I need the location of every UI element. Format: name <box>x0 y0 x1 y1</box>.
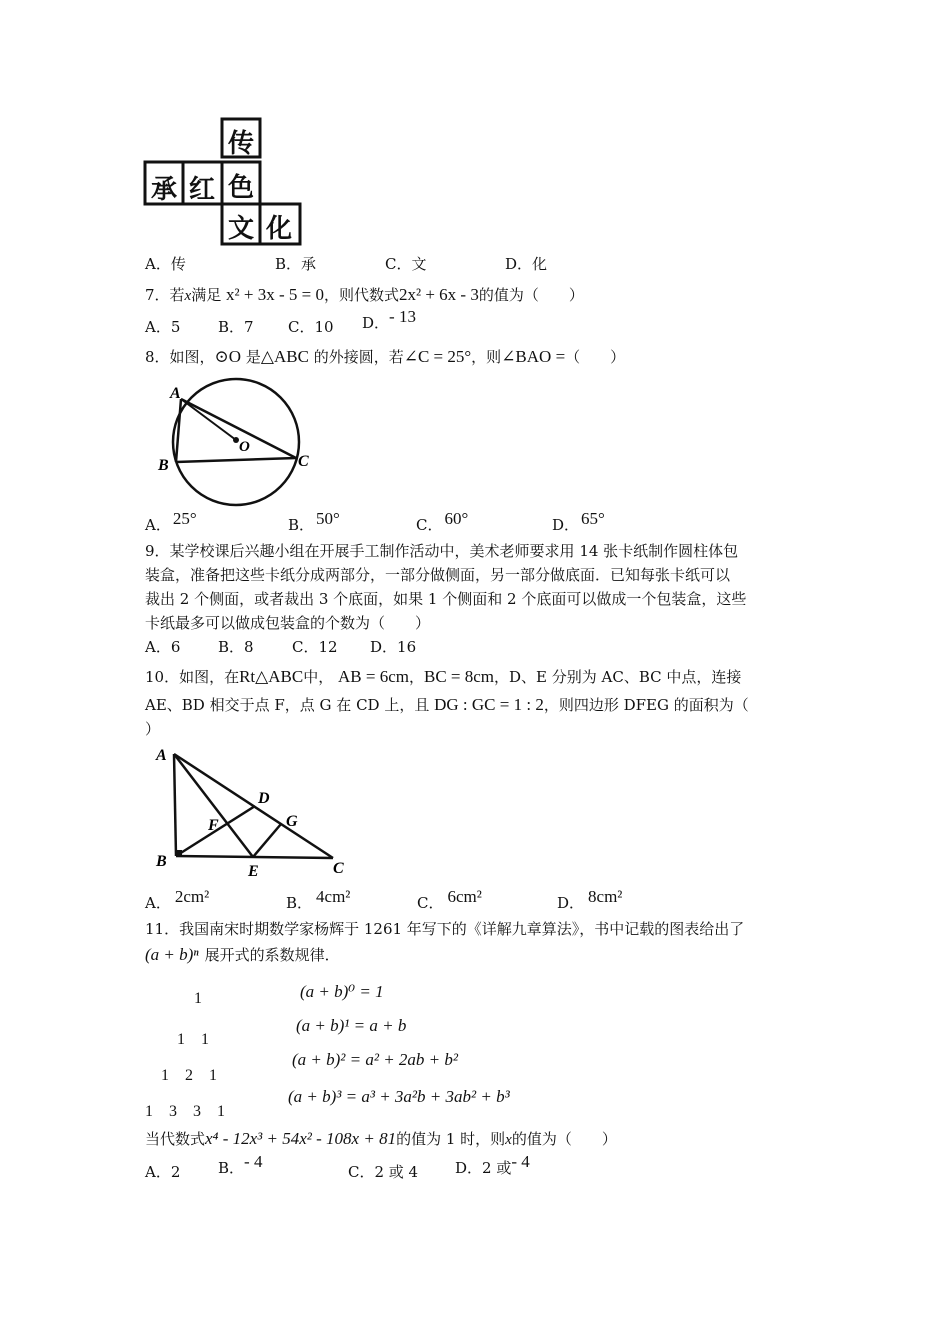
q8-text-1: 8．如图， <box>145 348 215 366</box>
q7-expression: 2x² + 6x - 3 <box>398 285 479 304</box>
q7-text-1: 7．若 <box>145 286 185 304</box>
q10-option-d-letter: D． <box>557 894 585 912</box>
q8-option-c[interactable] <box>416 509 469 535</box>
q8-option-c-letter: C． <box>416 516 443 534</box>
q8-option-a-letter: A． <box>145 516 171 534</box>
q11-option-b-letter: B． <box>218 1159 245 1177</box>
q7-var-x: x <box>184 288 192 304</box>
q10-comma: ， <box>408 668 424 686</box>
q10-option-a-letter: A． <box>145 894 171 912</box>
triangle-row-3: 1 3 3 1 <box>145 1103 226 1120</box>
q10-label-b: B <box>156 853 167 870</box>
q10-ab-length: AB = 6cm <box>337 667 409 686</box>
q11-text-3: 当代数式 <box>145 1130 206 1148</box>
q8-angle-c: ∠C = 25° <box>403 347 472 366</box>
q8-option-d-letter: D． <box>552 516 580 534</box>
q9-stem-line-3: 裁出 2 个侧面，或者裁出 3 个底面，如果 1 个侧面和 2 个底面可以做成一个包装盒，这些 <box>145 590 747 608</box>
q11-stem-line-3 <box>145 1128 617 1149</box>
q10-right-angle-mark <box>176 850 182 856</box>
q7-option-d[interactable] <box>362 307 416 333</box>
q8-circle-svg <box>150 372 320 512</box>
q7-text-2: 满足 <box>191 286 222 304</box>
q11-option-b-value: - 4 <box>244 1152 263 1171</box>
q8-option-b-value: 50° <box>316 509 340 528</box>
q8-circle-figure <box>150 372 320 512</box>
q10-label-g: G <box>286 813 298 830</box>
q8-option-a[interactable] <box>145 509 197 535</box>
q10-label-e: E <box>248 863 259 880</box>
q10-ratio: DG : GC = 1 : 2 <box>434 695 544 714</box>
q9-option-d[interactable]: D．16 <box>370 638 417 656</box>
q8-triangle-abc: △ABC <box>260 347 309 366</box>
q10-label-f: F <box>208 817 219 834</box>
formula-power-3: (a + b)³ = a³ + 3a²b + 3ab² + b³ <box>288 1087 510 1106</box>
net-char-hong: 红 <box>189 175 216 205</box>
q10-option-c[interactable] <box>417 887 482 913</box>
q11-binomial: (a + b)ⁿ <box>145 945 199 964</box>
q7-option-b[interactable]: B．7 <box>218 318 254 336</box>
q8-text-2: 是 <box>245 348 261 366</box>
q8-text-5: （ ） <box>565 348 626 366</box>
q8-option-a-value: 25° <box>172 509 197 528</box>
net-char-wen: 文 <box>228 214 255 244</box>
q8-option-b-letter: B． <box>288 516 315 534</box>
q10-stem-line-1 <box>145 666 741 687</box>
net-char-se: 色 <box>228 173 255 203</box>
q10-stem-line-2 <box>145 694 749 715</box>
q8-label-c: C <box>298 453 309 470</box>
q7-equation: x² + 3x - 5 = 0 <box>226 285 324 304</box>
q11-stem-line-1: 11．我国南宋时期数学家杨辉于 1261 年写下的《详解九章算法》，书中记载的图表给出了 <box>145 920 745 938</box>
q8-circle-o: ⊙O <box>214 347 242 366</box>
q8-option-d-value: 65° <box>581 509 605 528</box>
q10-option-b-letter: B． <box>286 894 313 912</box>
q11-text-5: 的值为（ ） <box>511 1130 617 1148</box>
q8-text-3: 的外接圆，若 <box>313 348 404 366</box>
q8-text-4: ，则 <box>471 348 502 366</box>
q10-segment-eg <box>253 824 281 857</box>
net-char-hua: 化 <box>266 214 293 244</box>
q10-segment-ab <box>174 754 176 856</box>
q8-label-a: A <box>170 385 181 402</box>
net-char-chuan: 传 <box>228 129 255 159</box>
q7-stem <box>145 284 584 305</box>
q8-option-c-value: 60° <box>444 509 469 528</box>
q10-option-c-value: 6cm² <box>447 887 482 906</box>
q11-option-a[interactable]: A．2 <box>145 1163 181 1181</box>
q8-segment-ab <box>176 399 181 462</box>
q10-option-d-value: 8cm² <box>588 887 623 906</box>
q10-option-d[interactable] <box>557 887 623 913</box>
q10-label-d: D <box>258 790 270 807</box>
q7-text-3: ，则代数式 <box>323 286 399 304</box>
q11-option-b[interactable] <box>218 1152 263 1178</box>
q10-option-a[interactable] <box>145 887 210 913</box>
triangle-row-2: 1 2 1 <box>161 1067 218 1084</box>
q10-text-5: ，则四边形 DFEG 的面积为（ <box>543 696 749 714</box>
q10-text-2: 中， <box>303 668 334 686</box>
q10-text-4: AE、BD 相交于点 F，点 G 在 CD 上，且 <box>145 696 430 714</box>
cube-net-figure <box>140 115 305 250</box>
q8-label-o: O <box>239 439 250 455</box>
q8-option-b[interactable] <box>288 509 340 535</box>
q6-option-c[interactable]: C．文 <box>385 255 427 273</box>
q9-stem-line-1: 9．某学校课后兴趣小组在开展手工制作活动中，美术老师要求用 14 张卡纸制作圆柱体包 <box>145 542 739 560</box>
q8-angle-bao: ∠BAO = <box>501 347 566 366</box>
q7-text-4: 的值为（ ） <box>478 286 584 304</box>
q11-polynomial: x⁴ - 12x³ + 54x² - 108x + 81 <box>205 1129 397 1148</box>
formula-power-2: (a + b)² = a² + 2ab + b² <box>292 1050 458 1069</box>
q9-stem-line-4: 卡纸最多可以做成包装盒的个数为（ ） <box>145 614 431 632</box>
q10-text-3: ，D、E 分别为 AC、BC 中点，连接 <box>494 668 742 686</box>
q11-text-2: 展开式的系数规律． <box>204 946 340 964</box>
q10-label-a: A <box>156 747 167 764</box>
q9-option-c[interactable]: C．12 <box>292 638 338 656</box>
q9-option-b[interactable]: B．8 <box>218 638 254 656</box>
q11-text-4: 的值为 1 时，则 <box>396 1130 506 1148</box>
q10-label-c: C <box>333 860 344 877</box>
formula-power-0: (a + b)⁰ = 1 <box>300 982 384 1001</box>
q9-stem-line-2: 装盒，准备把这些卡纸分成两部分，一部分做侧面，另一部分做底面．已知每张卡纸可以 <box>145 566 731 584</box>
q9-option-a[interactable]: A．6 <box>145 638 181 656</box>
q8-label-b: B <box>158 457 169 474</box>
q10-segment-ae <box>174 754 253 857</box>
q10-option-b-value: 4cm² <box>316 887 351 906</box>
q7-option-c[interactable]: C．10 <box>288 318 334 336</box>
q7-option-d-value: - 13 <box>389 307 416 326</box>
q10-option-c-letter: C． <box>417 894 444 912</box>
q11-option-d[interactable] <box>455 1152 530 1178</box>
q10-text-1: 10．如图，在 <box>145 668 240 686</box>
q10-triangle-svg <box>150 742 355 880</box>
q11-option-d-letter: D．2 或 <box>455 1159 512 1177</box>
q10-option-b[interactable] <box>286 887 351 913</box>
q7-option-a[interactable]: A．5 <box>145 318 181 336</box>
q7-option-d-letter: D． <box>362 314 390 332</box>
triangle-row-1: 1 1 <box>177 1031 210 1048</box>
q10-triangle-figure <box>150 742 355 880</box>
q8-segment-ao <box>181 399 236 440</box>
q11-option-d-value: - 4 <box>511 1152 530 1171</box>
q11-option-c[interactable]: C．2 或 4 <box>348 1163 419 1181</box>
net-char-cheng: 承 <box>151 175 178 205</box>
q6-option-a[interactable]: A．传 <box>145 255 186 273</box>
formula-power-1: (a + b)¹ = a + b <box>296 1016 407 1035</box>
q11-stem-line-2 <box>145 944 340 965</box>
q10-bc-length: BC = 8cm <box>423 667 495 686</box>
q6-option-d[interactable]: D．化 <box>505 255 548 273</box>
q10-rt-triangle: Rt△ABC <box>239 667 304 686</box>
q8-option-d[interactable] <box>552 509 605 535</box>
q10-option-a-value: 2cm² <box>174 887 210 906</box>
q8-stem <box>145 346 625 367</box>
q6-option-b[interactable]: B．承 <box>275 255 317 273</box>
triangle-row-0: 1 <box>194 990 202 1007</box>
q11-var-x: x <box>505 1132 512 1148</box>
q8-segment-bc <box>176 458 296 462</box>
q10-stem-line-3: ） <box>145 720 161 738</box>
